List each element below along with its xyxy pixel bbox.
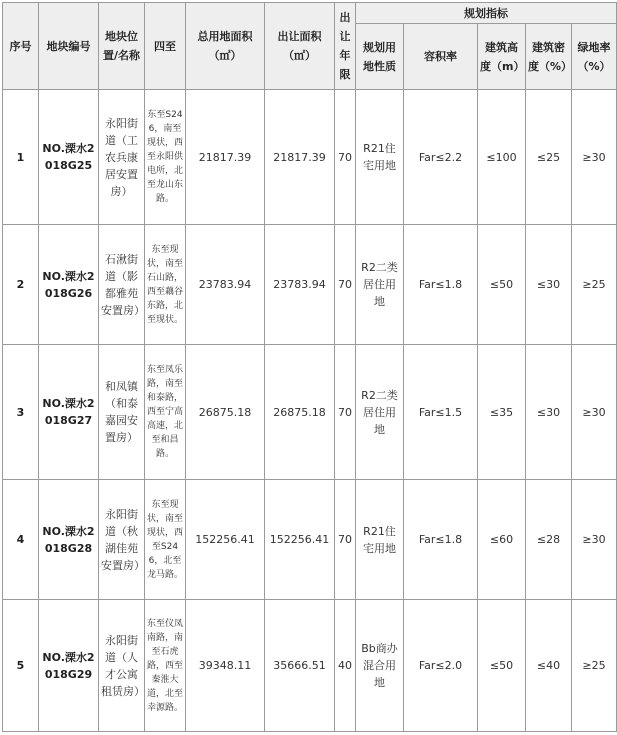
row-seq: 5 — [3, 600, 39, 732]
row-green: ≥30 — [572, 345, 617, 480]
row-location: 和凤镇（和泰嘉园安置房） — [99, 345, 145, 480]
table-row — [3, 345, 617, 480]
header-green: 绿地率（%） — [572, 24, 617, 90]
row-transfer-area: 26875.18 — [265, 345, 335, 480]
header-transfer-area: 出让面积（㎡） — [265, 3, 335, 90]
row-land-use: R2二类居住用地 — [356, 225, 404, 345]
table-row — [3, 600, 617, 732]
header-total-area: 总用地面积（㎡） — [186, 3, 265, 90]
row-code: NO.溧水2018G26 — [39, 225, 99, 345]
row-green: ≥30 — [572, 480, 617, 600]
row-height: ≤50 — [478, 225, 526, 345]
row-green: ≥25 — [572, 600, 617, 732]
row-height: ≤50 — [478, 600, 526, 732]
row-sides: 东至凤乐路，南至和泰路，西至宁高高速，北至和昌路。 — [145, 345, 186, 480]
header-code: 地块编号 — [39, 3, 99, 90]
row-height: ≤100 — [478, 90, 526, 225]
row-far: Far≤1.5 — [404, 345, 478, 480]
row-location: 永阳街道（工农兵康居安置房） — [99, 90, 145, 225]
row-height: ≤60 — [478, 480, 526, 600]
row-term: 70 — [335, 90, 356, 225]
row-land-use: R21住宅用地 — [356, 90, 404, 225]
row-code: NO.溧水2018G29 — [39, 600, 99, 732]
row-location: 永阳街道（人才公寓租赁房） — [99, 600, 145, 732]
row-term: 70 — [335, 225, 356, 345]
row-total-area: 21817.39 — [186, 90, 265, 225]
row-transfer-area: 35666.51 — [265, 600, 335, 732]
row-term: 40 — [335, 600, 356, 732]
row-total-area: 39348.11 — [186, 600, 265, 732]
table-row — [3, 480, 617, 600]
table-row — [3, 90, 617, 225]
header-density: 建筑密度（%） — [526, 24, 572, 90]
row-sides: 东至S246，南至现状，西至永阳供电所，北至龙山东路。 — [145, 90, 186, 225]
row-green: ≥25 — [572, 225, 617, 345]
row-green: ≥30 — [572, 90, 617, 225]
header-term: 出让年限 — [335, 3, 356, 90]
table-row — [3, 225, 617, 345]
row-sides: 东至现状，南至石山路，西至藕谷东路，北至现状。 — [145, 225, 186, 345]
row-seq: 4 — [3, 480, 39, 600]
header-seq: 序号 — [3, 3, 39, 90]
row-code: NO.溧水2018G28 — [39, 480, 99, 600]
row-density: ≤40 — [526, 600, 572, 732]
header-location: 地块位置/名称 — [99, 3, 145, 90]
row-transfer-area: 23783.94 — [265, 225, 335, 345]
row-density: ≤30 — [526, 345, 572, 480]
header-land-use: 规划用地性质 — [356, 24, 404, 90]
row-seq: 1 — [3, 90, 39, 225]
row-density: ≤30 — [526, 225, 572, 345]
header-height: 建筑高度（m） — [478, 24, 526, 90]
row-land-use: R2二类居住用地 — [356, 345, 404, 480]
header-far: 容积率 — [404, 24, 478, 90]
land-parcel-table — [2, 2, 617, 732]
header-row-top — [3, 3, 617, 24]
row-location: 永阳街道（秋湖佳苑安置房） — [99, 480, 145, 600]
row-sides: 东至现状，南至现状，西至S246，北至龙马路。 — [145, 480, 186, 600]
row-density: ≤28 — [526, 480, 572, 600]
row-total-area: 23783.94 — [186, 225, 265, 345]
row-far: Far≤2.0 — [404, 600, 478, 732]
header-indicators-group: 规划指标 — [356, 3, 617, 24]
row-transfer-area: 152256.41 — [265, 480, 335, 600]
row-land-use: Bb商办混合用地 — [356, 600, 404, 732]
row-far: Far≤1.8 — [404, 225, 478, 345]
row-term: 70 — [335, 480, 356, 600]
row-height: ≤35 — [478, 345, 526, 480]
row-total-area: 152256.41 — [186, 480, 265, 600]
row-code: NO.溧水2018G25 — [39, 90, 99, 225]
row-sides: 东至仪凤南路，南至石虎路，西至秦淮大道，北至幸源路。 — [145, 600, 186, 732]
row-land-use: R21住宅用地 — [356, 480, 404, 600]
row-seq: 2 — [3, 225, 39, 345]
row-location: 石湫街道（影都雅苑安置房） — [99, 225, 145, 345]
row-far: Far≤1.8 — [404, 480, 478, 600]
row-far: Far≤2.2 — [404, 90, 478, 225]
row-code: NO.溧水2018G27 — [39, 345, 99, 480]
row-seq: 3 — [3, 345, 39, 480]
row-total-area: 26875.18 — [186, 345, 265, 480]
row-transfer-area: 21817.39 — [265, 90, 335, 225]
row-density: ≤25 — [526, 90, 572, 225]
row-term: 70 — [335, 345, 356, 480]
header-sides: 四至 — [145, 3, 186, 90]
